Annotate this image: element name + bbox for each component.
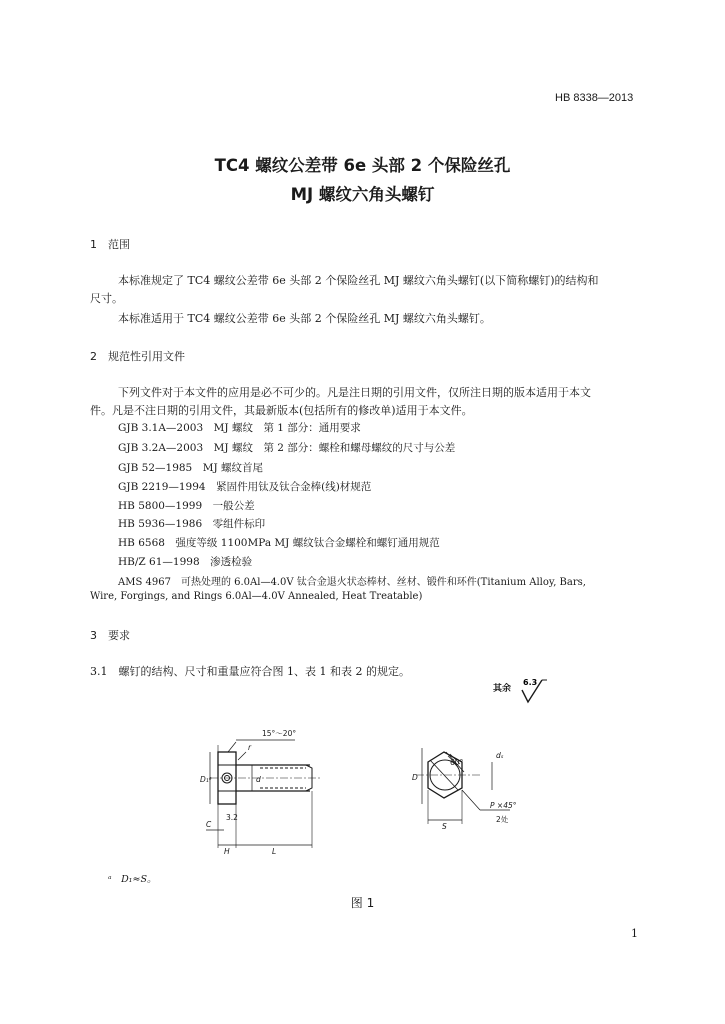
radius-label: r [248,743,252,752]
reference-item: GJB 3.2A—2003 MJ 螺纹 第 2 部分：螺栓和螺母螺纹的尺寸与公差 [118,442,456,454]
c-label: C [206,820,212,829]
scope-paragraph-2: 本标准适用于 TC4 螺纹公差带 6e 头部 2 个保险丝孔 MJ 螺纹六角头螺钉。 [118,312,491,325]
section-heading-scope: 1 范围 [90,238,130,251]
scope-paragraph-line2: 尺寸。 [90,292,123,305]
figure-1-drawing [180,720,540,860]
figure-caption: 图 1 [350,896,375,910]
d-label: d [256,775,261,784]
references-intro-line1: 下列文件对于本文件的应用是必不可少的。凡是注日期的引用文件，仅所注日期的版本适用于本文 [118,386,591,399]
roughness-symbol [518,676,548,706]
reference-item: HB 6568 强度等级 1100MPa MJ 螺纹钛合金螺栓和螺钉通用规范 [118,537,440,549]
document-title-line1: TC4 螺纹公差带 6e 头部 2 个保险丝孔 [214,156,511,175]
d1-label: D₁ᵃ [200,775,212,784]
h-label: H [224,847,230,856]
reference-item-ams-cont: Wire, Forgings, and Rings 6.0Al—4.0V Annealed, Heat Treatable) [90,591,423,602]
reference-item: GJB 52—1985 MJ 螺纹首尾 [118,462,264,474]
reference-item: GJB 2219—1994 紧固件用钛及钛合金棒(线)材规范 [118,481,372,493]
roughness-value: 6.3 [523,678,538,687]
section-heading-references: 2 规范性引用文件 [90,350,185,363]
dim-3-2-label: 3.2 [226,813,238,822]
angle-60-label: 60° [450,758,464,767]
angle-leader [228,742,236,752]
reference-item: GJB 3.1A—2003 MJ 螺纹 第 1 部分：通用要求 [118,422,361,434]
s-label: S [442,822,447,831]
reference-item-ams: AMS 4967 可热处理的 6.0Al—4.0V 钛合金退火状态棒材、丝材、锻件和环件(Titanium Alloy, Bars, [118,577,586,588]
page-number: 1 [631,927,638,940]
scope-paragraph-line1: 本标准规定了 TC4 螺纹公差带 6e 头部 2 个保险丝孔 MJ 螺纹六角头螺钉(以下简称螺钉)的结构和 [118,274,599,287]
ds-label: dₛ [496,751,504,760]
section-heading-requirements: 3 要求 [90,629,130,642]
l-label: L [272,847,277,856]
chamfer-label: P ×45° [490,801,517,810]
reference-item: HB/Z 61—1998 渗透检验 [118,556,253,568]
reference-item: HB 5936—1986 零组件标印 [118,518,266,530]
reference-item: HB 5800—1999 一般公差 [118,500,255,512]
references-intro-line2: 件。凡是不注日期的引用文件，其最新版本(包括所有的修改单)适用于本文件。 [90,404,473,417]
document-title-line2: MJ 螺纹六角头螺钉 [290,185,435,204]
radius-leader [238,752,246,760]
hex-D-label: D [412,773,418,782]
figure-note: ᵃ D₁≈S。 [108,874,157,885]
chamfer-leader [462,790,480,810]
roughness-note-label: 其余 [493,684,512,694]
clause-3-1: 3.1 螺钉的结构、尺寸和重量应符合图 1、表 1 和表 2 的规定。 [90,665,410,678]
chamfer-count-label: 2处 [496,815,509,824]
standard-number: HB 8338—2013 [555,92,634,104]
angle-label: 15°～20° [262,729,297,738]
